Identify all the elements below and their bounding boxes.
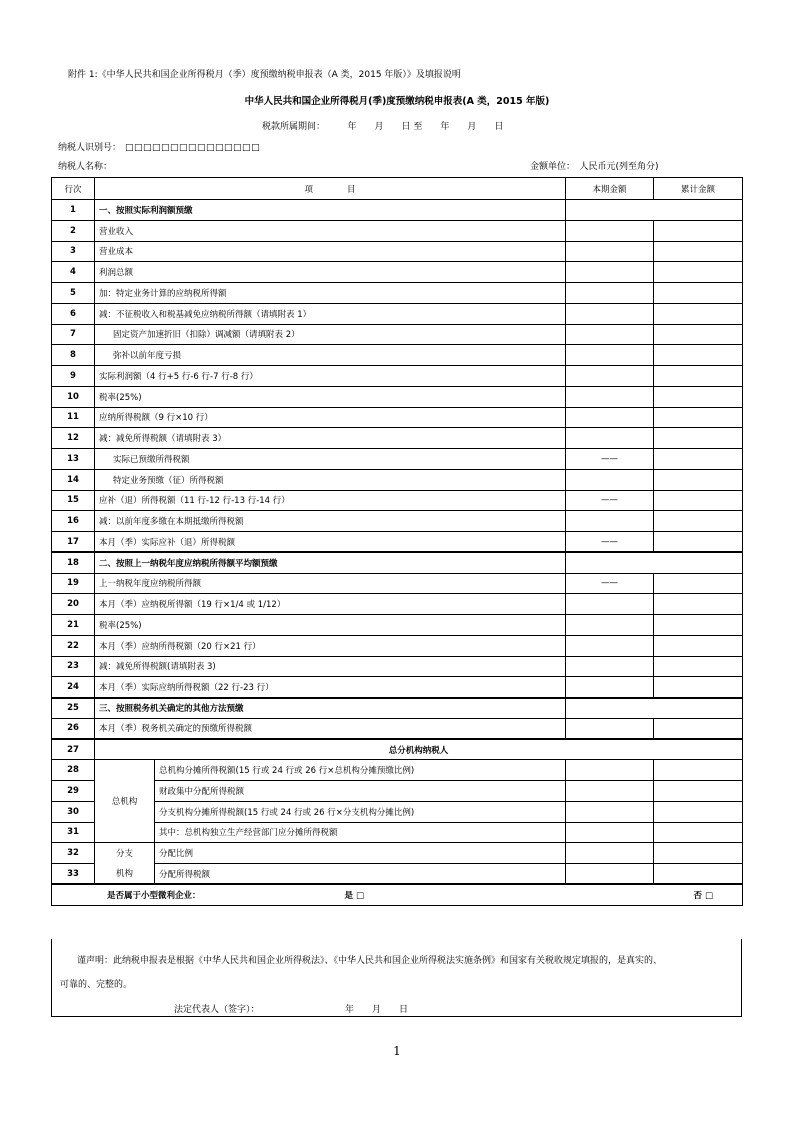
cumulative-amount-cell[interactable] (654, 366, 743, 387)
cumulative-amount-cell[interactable] (654, 573, 743, 594)
item-label: 应补（退）所得税额（11 行-12 行-13 行-14 行） (95, 490, 566, 511)
row-number: 26 (52, 718, 95, 739)
item-label: 减：减免所得税额(请填附表 3) (95, 656, 566, 677)
table-row (52, 573, 743, 594)
cumulative-amount-cell[interactable] (654, 469, 743, 490)
table-row (52, 324, 743, 345)
current-amount-cell[interactable] (566, 469, 654, 490)
legal-rep-signature[interactable]: 法定代表人（签字）： 年 月 日 (174, 1005, 409, 1015)
row-number: 27 (52, 739, 95, 760)
table-row (52, 490, 743, 511)
current-amount-cell[interactable] (566, 511, 654, 532)
table-row (52, 843, 743, 864)
small-profit-row (52, 884, 743, 905)
header-item: 项 目 (95, 178, 566, 200)
row-number: 29 (52, 781, 95, 802)
item-label: 加：特定业务计算的应纳税所得额 (95, 283, 566, 304)
row-number: 16 (52, 511, 95, 532)
item-label: 应纳所得税额（9 行×10 行） (95, 407, 566, 428)
table-row (52, 698, 743, 719)
current-amount-cell[interactable] (566, 760, 654, 781)
declaration-text: 谨声明：此纳税申报表是根据《中华人民共和国企业所得税法》、《中华人民共和国企业所得税法实施条例》和国家有关税收规定填报的，是真实的、 (77, 956, 663, 966)
row-number: 19 (52, 573, 95, 594)
row-number: 3 (52, 241, 95, 262)
current-amount-cell[interactable] (566, 407, 654, 428)
page-number: 1 (393, 1044, 401, 1058)
form-title: 中华人民共和国企业所得税月(季)度预缴纳税申报表(A 类，2015 年版) (244, 96, 550, 107)
row-number: 7 (52, 324, 95, 345)
declaration-table (51, 177, 743, 906)
cumulative-amount-cell[interactable] (654, 449, 743, 470)
row-number: 18 (52, 552, 95, 573)
consolidated-taxpayer-heading: 总分机构纳税人 (95, 739, 743, 760)
declaration-text-cont: 可靠的、完整的。 (60, 980, 133, 990)
item-label: 本月（季）税务机关确定的预缴所得税额 (95, 718, 566, 739)
small-profit-yes-checkbox-wrap[interactable]: 是 □ (155, 884, 654, 905)
group-branch (95, 843, 155, 885)
item-label: 营业成本 (95, 241, 566, 262)
row-number: 10 (52, 386, 95, 407)
item-label: 利润总额 (95, 262, 566, 283)
item-label: 其中：总机构独立生产经营部门应分摊所得税额 (155, 822, 566, 843)
item-label: 分支机构分摊所得税额(15 行或 24 行或 26 行×分支机构分摊比例) (155, 801, 566, 822)
current-amount-cell[interactable] (566, 220, 654, 241)
not-applicable-mark: —— (566, 532, 654, 553)
cumulative-amount-cell[interactable] (654, 843, 743, 864)
table-row (52, 781, 743, 802)
not-applicable-mark: —— (566, 490, 654, 511)
not-applicable-mark: —— (566, 449, 654, 470)
item-label: 本月（季）实际应补（退）所得税额 (95, 532, 566, 553)
row-number: 6 (52, 303, 95, 324)
section-filler (566, 552, 743, 573)
cumulative-amount-cell[interactable] (654, 677, 743, 698)
row-number: 28 (52, 760, 95, 781)
amount-unit: 金额单位： 人民币元(列至角分) (530, 162, 659, 172)
section-heading: 三、按照税务机关确定的其他方法预缴 (95, 698, 566, 719)
header-current-amount: 本期金额 (566, 178, 654, 200)
item-label: 特定业务预缴（征）所得税额 (95, 469, 566, 490)
header-row-no: 行次 (52, 178, 95, 200)
cumulative-amount-cell[interactable] (654, 324, 743, 345)
cumulative-amount-cell[interactable] (654, 428, 743, 449)
row-number: 14 (52, 469, 95, 490)
section-heading: 二、按照上一纳税年度应纳税所得额平均额预缴 (95, 552, 566, 573)
table-row (52, 303, 743, 324)
current-amount-cell[interactable] (566, 283, 654, 304)
current-amount-cell[interactable] (566, 843, 654, 864)
table-row (52, 822, 743, 843)
item-label: 固定资产加速折旧（扣除）调减额（请填附表 2） (95, 324, 566, 345)
table-row (52, 656, 743, 677)
tax-period-line: 税款所属期间： 年 月 日 至 年 月 日 (262, 122, 504, 132)
item-label: 实际已预缴所得税额 (95, 449, 566, 470)
row-number: 30 (52, 801, 95, 822)
table-row (52, 449, 743, 470)
group-branch-line2: 机构 (115, 869, 133, 880)
item-label: 本月（季）应纳所得税额（20 行×21 行） (95, 635, 566, 656)
small-profit-no-checkbox[interactable]: 否 □ (654, 884, 743, 905)
item-label: 总机构分摊所得税额(15 行或 24 行或 26 行×总机构分摊预缴比例) (155, 760, 566, 781)
current-amount-cell[interactable] (566, 864, 654, 885)
row-number: 31 (52, 822, 95, 843)
cumulative-amount-cell[interactable] (654, 615, 743, 636)
current-amount-cell[interactable] (566, 677, 654, 698)
current-amount-cell[interactable] (566, 428, 654, 449)
attachment-caption: 附件 1:《中华人民共和国企业所得税月（季）度预缴纳税申报表（A 类，2015 年版）》及填报说明 (68, 70, 461, 80)
current-amount-cell[interactable] (566, 656, 654, 677)
row-number: 8 (52, 345, 95, 366)
item-label: 分配所得税额 (155, 864, 566, 885)
declaration-box (51, 939, 742, 1017)
table-row (52, 511, 743, 532)
cumulative-amount-cell[interactable] (654, 345, 743, 366)
table-row (52, 345, 743, 366)
row-number: 22 (52, 635, 95, 656)
current-amount-cell[interactable] (566, 718, 654, 739)
cumulative-amount-cell[interactable] (654, 241, 743, 262)
group-head-office: 总机构 (95, 760, 155, 843)
table-row (52, 469, 743, 490)
cumulative-amount-cell[interactable] (654, 656, 743, 677)
cumulative-amount-cell[interactable] (654, 532, 743, 553)
row-number: 5 (52, 283, 95, 304)
section-filler (566, 200, 743, 221)
item-label: 营业收入 (95, 220, 566, 241)
row-number: 11 (52, 407, 95, 428)
current-amount-cell[interactable] (566, 386, 654, 407)
row-number: 25 (52, 698, 95, 719)
table-row (52, 760, 743, 781)
cumulative-amount-cell[interactable] (654, 635, 743, 656)
table-row (52, 532, 743, 553)
table-row (52, 801, 743, 822)
item-label: 上一纳税年度应纳税所得额 (95, 573, 566, 594)
current-amount-cell[interactable] (566, 822, 654, 843)
cumulative-amount-cell[interactable] (654, 718, 743, 739)
cumulative-amount-cell[interactable] (654, 283, 743, 304)
item-label: 实际利润额（4 行+5 行-6 行-7 行-8 行） (95, 366, 566, 387)
row-number: 24 (52, 677, 95, 698)
item-label: 减：减免所得税额（请填附表 3） (95, 428, 566, 449)
item-label: 本月（季）实际应纳所得税额（22 行-23 行） (95, 677, 566, 698)
row-number: 12 (52, 428, 95, 449)
current-amount-cell[interactable] (566, 345, 654, 366)
current-amount-cell[interactable] (566, 615, 654, 636)
row-number: 13 (52, 449, 95, 470)
current-amount-cell[interactable] (566, 241, 654, 262)
item-label: 税率(25%) (95, 386, 566, 407)
row-number: 20 (52, 594, 95, 615)
item-label: 税率(25%) (95, 615, 566, 636)
taxpayer-id-boxes[interactable]: □□□□□□□□□□□□□□□ (125, 143, 261, 153)
cumulative-amount-cell[interactable] (654, 407, 743, 428)
row-number: 15 (52, 490, 95, 511)
table-row (52, 262, 743, 283)
table-row (52, 718, 743, 739)
item-label: 弥补以前年度亏损 (95, 345, 566, 366)
cumulative-amount-cell[interactable] (654, 386, 743, 407)
table-row (52, 615, 743, 636)
cumulative-amount-cell[interactable] (654, 594, 743, 615)
cumulative-amount-cell[interactable] (654, 303, 743, 324)
row-number: 17 (52, 532, 95, 553)
current-amount-cell[interactable] (566, 262, 654, 283)
table-row (52, 407, 743, 428)
row-number: 2 (52, 220, 95, 241)
table-row (52, 594, 743, 615)
cumulative-amount-cell[interactable] (654, 262, 743, 283)
table-row (52, 677, 743, 698)
item-label: 减：以前年度多缴在本期抵缴所得税额 (95, 511, 566, 532)
taxpayer-id-label: 纳税人识别号： (58, 143, 122, 153)
table-row (52, 241, 743, 262)
group-branch-line1: 分支 (115, 849, 133, 860)
cumulative-amount-cell[interactable] (654, 864, 743, 885)
cumulative-amount-cell[interactable] (654, 801, 743, 822)
current-amount-cell[interactable] (566, 781, 654, 802)
taxpayer-id-field[interactable] (58, 140, 260, 153)
table-header-row (52, 178, 743, 200)
row-number: 4 (52, 262, 95, 283)
not-applicable-mark: —— (566, 573, 654, 594)
item-label: 分配比例 (155, 843, 566, 864)
table-row (52, 635, 743, 656)
table-row (52, 283, 743, 304)
cumulative-amount-cell[interactable] (654, 220, 743, 241)
item-label: 财政集中分配所得税额 (155, 781, 566, 802)
cumulative-amount-cell[interactable] (654, 760, 743, 781)
header-cumulative-amount: 累计金额 (654, 178, 743, 200)
table-row (52, 200, 743, 221)
cumulative-amount-cell[interactable] (654, 511, 743, 532)
section-filler (566, 698, 743, 719)
table-row (52, 864, 743, 885)
table-row (52, 386, 743, 407)
table-row (52, 739, 743, 760)
row-number: 21 (52, 615, 95, 636)
item-label: 减：不征税收入和税基减免应纳税所得额（请填附表 1） (95, 303, 566, 324)
table-row (52, 220, 743, 241)
item-label: 本月（季）应纳税所得额（19 行×1/4 或 1/12） (95, 594, 566, 615)
table-row (52, 552, 743, 573)
cumulative-amount-cell[interactable] (654, 822, 743, 843)
row-number: 33 (52, 864, 95, 885)
table-row (52, 366, 743, 387)
table-row (52, 428, 743, 449)
row-number: 32 (52, 843, 95, 864)
row-number: 1 (52, 200, 95, 221)
cumulative-amount-cell[interactable] (654, 490, 743, 511)
current-amount-cell[interactable] (566, 303, 654, 324)
row-number: 9 (52, 366, 95, 387)
current-amount-cell[interactable] (566, 324, 654, 345)
current-amount-cell[interactable] (566, 594, 654, 615)
row-number: 23 (52, 656, 95, 677)
small-profit-label: 是否属于小型微利企业： (52, 884, 155, 905)
section-heading: 一、按照实际利润额预缴 (95, 200, 566, 221)
current-amount-cell[interactable] (566, 366, 654, 387)
cumulative-amount-cell[interactable] (654, 781, 743, 802)
current-amount-cell[interactable] (566, 635, 654, 656)
taxpayer-name-label: 纳税人名称： (58, 162, 113, 172)
current-amount-cell[interactable] (566, 801, 654, 822)
